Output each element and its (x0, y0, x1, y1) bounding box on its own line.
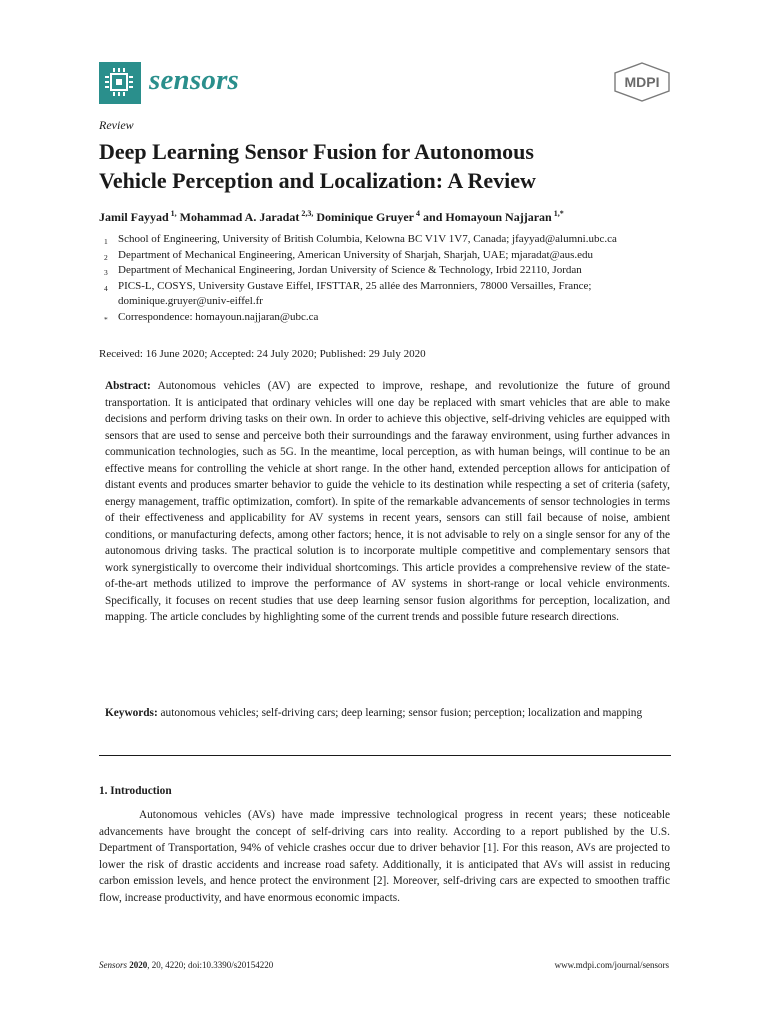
journal-header (99, 60, 671, 106)
affiliation-mark: * (104, 314, 108, 324)
keywords-text: autonomous vehicles; self-driving cars; deep learning; sensor fusion; perception; localization and mapping (160, 707, 643, 719)
abstract-label: Abstract: (105, 380, 151, 392)
affiliation-list (104, 232, 671, 325)
keywords (105, 705, 670, 722)
footer-citation (99, 960, 273, 970)
section-heading: 1. Introduction (99, 785, 172, 797)
article-title (99, 137, 679, 195)
affiliation-mark: 3 (104, 268, 108, 277)
mdpi-logo-icon (613, 62, 671, 102)
footer-citation-rest: , 20, 4220; doi:10.3390/s20154220 (147, 960, 274, 970)
abstract-text: Autonomous vehicles (AV) are expected to improve, reshape, and revolutionize the future of ground transportation. It is anticipated that ordinary vehicles will one day be replaced with smart vehicles that are able to make decisions and perform driving tasks on their own. In order to achieve this objective, self-driving vehicles are equipped with sensors that are used to sense and perceive both their surroundings and the faraway environment, using further advances in communication technologies, such as 5G. In the meantime, local perception, as with human beings, will continue to be an effective means for controlling the vehicle at short range. In the other hand, extended perception allows for anticipation of distant events and produces smarter behavior to guide the vehicle to its destination while respecting a set of criteria (safety, energy management, traffic optimization, comfort). In spite of the remarkable advancements of sensor technologies in terms of their effectiveness and applicability for AV systems in recent years, sensors can still fail because of noise, ambient conditions, or manufacturing defects, among other factors; hence, it is not advisable to rely on a single sensor for any of the autonomous driving tasks. The practical solution is to incorporate multiple competitive and complementary sensors that work synergistically to overcome their individual shortcomings. This article provides a comprehensive review of the state-of-the-art methods utilized to improve the performance of AV systems in short-range or local vehicle environments. Specifically, it focuses on recent studies that use deep learning sensor fusion algorithms for perception, localization, and mapping. The article concludes by highlighting some of the current trends and possible future research directions. (105, 380, 670, 623)
affiliation-text: Correspondence: homayoun.najjaran@ubc.ca (118, 310, 319, 323)
abstract (105, 378, 670, 626)
affiliation-text: PICS-L, COSYS, University Gustave Eiffel, IFSTTAR, 25 allée des Marronniers, 78000 Versailles, France; dominique.gruyer@univ-eiffel.fr (118, 279, 592, 307)
author-list: Jamil Fayyad $^{1,}$ Mohammad A. Jaradat $^{2,3,}$ Dominique Gruyer $^4$ and Homayoun Najjaran $^{1,*}$ (99, 209, 564, 224)
affiliation-text: School of Engineering, University of British Columbia, Kelowna BC V1V 1V7, Canada; jfayyad@alumni.ubc.ca (118, 233, 617, 245)
affiliation-text: Department of Mechanical Engineering, Jordan University of Science & Technology, Irbid 22110, Jordan (118, 264, 582, 276)
sensors-logo-icon (99, 62, 141, 104)
affiliation-mark: 1 (104, 237, 108, 246)
affiliation-item (104, 310, 671, 326)
affiliation-mark: 2 (104, 252, 108, 262)
publisher-logo-text: MDPI (624, 74, 660, 90)
affiliation-item (104, 248, 671, 264)
title-line: Vehicle Perception and Localization: A Review (99, 168, 536, 193)
affiliation-item (104, 232, 671, 248)
footer-journal: Sensors (99, 960, 128, 970)
author-affiliation-mark: 2,3, (299, 209, 314, 218)
author-affiliation-mark: 4 (414, 209, 421, 218)
footer-year: 2020 (129, 960, 148, 970)
journal-name: sensors (149, 64, 240, 96)
keywords-label: Keywords: (105, 707, 158, 719)
publication-dates: Received: 16 June 2020; Accepted: 24 July 2020; Published: 29 July 2020 (99, 348, 426, 360)
footer-url[interactable]: www.mdpi.com/journal/sensors (554, 960, 669, 970)
author-affiliation-mark: 1,* (551, 209, 564, 218)
author-affiliation-mark: 1, (168, 209, 177, 218)
affiliation-text: Department of Mechanical Engineering, American University of Sharjah, Sharjah, UAE; mjaradat@aus.edu (118, 248, 594, 261)
article-type: Review (99, 118, 134, 132)
affiliation-mark: 4 (104, 283, 108, 293)
title-line: Deep Learning Sensor Fusion for Autonomous (99, 139, 534, 164)
intro-paragraph: Autonomous vehicles (AVs) have made impressive technological progress in recent years; these noticeable advancements have brought the concept of self-driving cars into reality. According to a report published by the U.S. Department of Transportation, 94% of vehicle crashes occur due to driver behavior [1]. For this reason, AVs are projected to lower the risk of drastic accidents and increase road safety. Additionally, it is anticipated that AVs will assist in reducing carbon emission levels, and hence protect the environment [2]. Moreover, self-driving cars are expected to smoothen traffic flow, increase productivity, and have enormous economic impacts. (99, 809, 670, 904)
section-divider (99, 755, 671, 756)
affiliation-item (104, 279, 671, 310)
affiliation-item (104, 263, 671, 279)
